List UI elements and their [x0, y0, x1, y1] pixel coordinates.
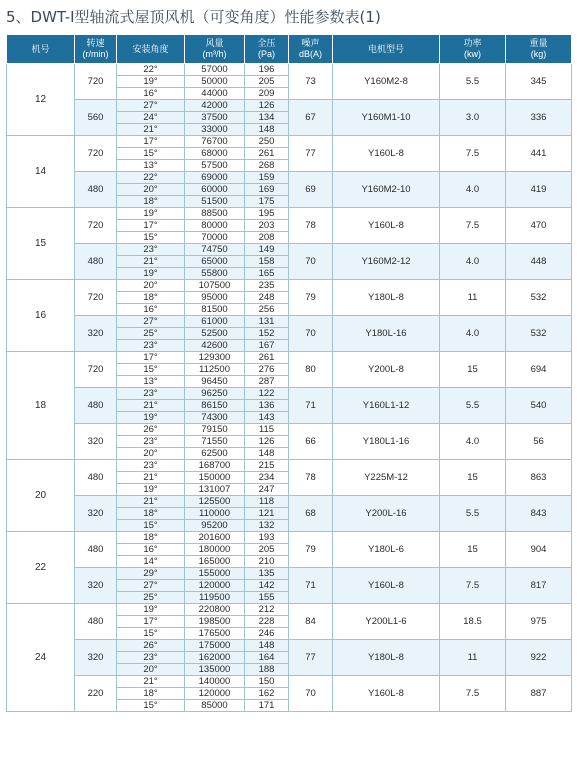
header-motor: 电机型号: [333, 35, 440, 64]
performance-table: [6, 34, 572, 712]
pressure-cell: 165: [245, 268, 289, 280]
header-power: 功率 (kw): [440, 35, 506, 64]
weight-cell: 532: [506, 280, 572, 316]
angle-cell: 19°: [117, 484, 185, 496]
weight-cell: 441: [506, 136, 572, 172]
performance-table-container: [6, 34, 572, 712]
noise-cell: 70: [289, 244, 333, 280]
airflow-cell: 80000: [185, 220, 245, 232]
machine-number-cell: 16: [7, 280, 75, 352]
pressure-cell: 261: [245, 148, 289, 160]
speed-cell: 480: [75, 460, 117, 496]
pressure-cell: 235: [245, 280, 289, 292]
pressure-cell: 261: [245, 352, 289, 364]
pressure-cell: 188: [245, 664, 289, 676]
pressure-cell: 148: [245, 640, 289, 652]
power-cell: 15: [440, 460, 506, 496]
airflow-cell: 176500: [185, 628, 245, 640]
airflow-cell: 50000: [185, 76, 245, 88]
power-cell: 11: [440, 280, 506, 316]
header-pressure: 全压 (Pa): [245, 35, 289, 64]
weight-cell: 540: [506, 388, 572, 424]
pressure-cell: 162: [245, 688, 289, 700]
pressure-cell: 276: [245, 364, 289, 376]
motor-model-cell: Y160L-8: [333, 136, 440, 172]
motor-model-cell: Y160L-8: [333, 568, 440, 604]
speed-cell: 480: [75, 244, 117, 280]
pressure-cell: 142: [245, 580, 289, 592]
airflow-cell: 107500: [185, 280, 245, 292]
speed-cell: 320: [75, 568, 117, 604]
airflow-cell: 57500: [185, 160, 245, 172]
airflow-cell: 198500: [185, 616, 245, 628]
motor-model-cell: Y160M1-10: [333, 100, 440, 136]
weight-cell: 336: [506, 100, 572, 136]
pressure-cell: 210: [245, 556, 289, 568]
noise-cell: 84: [289, 604, 333, 640]
pressure-cell: 148: [245, 124, 289, 136]
power-cell: 4.0: [440, 244, 506, 280]
table-row: [7, 640, 572, 652]
airflow-cell: 70000: [185, 232, 245, 244]
motor-model-cell: Y160L-8: [333, 208, 440, 244]
airflow-cell: 120000: [185, 688, 245, 700]
airflow-cell: 68000: [185, 148, 245, 160]
angle-cell: 26°: [117, 640, 185, 652]
noise-cell: 78: [289, 208, 333, 244]
speed-cell: 480: [75, 172, 117, 208]
pressure-cell: 148: [245, 448, 289, 460]
airflow-cell: 42000: [185, 100, 245, 112]
airflow-cell: 51500: [185, 196, 245, 208]
pressure-cell: 164: [245, 652, 289, 664]
speed-cell: 320: [75, 316, 117, 352]
speed-cell: 720: [75, 280, 117, 316]
pressure-cell: 158: [245, 256, 289, 268]
airflow-cell: 55800: [185, 268, 245, 280]
pressure-cell: 196: [245, 64, 289, 76]
angle-cell: 19°: [117, 76, 185, 88]
airflow-cell: 175000: [185, 640, 245, 652]
airflow-cell: 62500: [185, 448, 245, 460]
airflow-cell: 71550: [185, 436, 245, 448]
airflow-cell: 69000: [185, 172, 245, 184]
motor-model-cell: Y160L1-12: [333, 388, 440, 424]
pressure-cell: 205: [245, 76, 289, 88]
header-machine: 机号: [7, 35, 75, 64]
angle-cell: 27°: [117, 580, 185, 592]
pressure-cell: 195: [245, 208, 289, 220]
weight-cell: 532: [506, 316, 572, 352]
power-cell: 11: [440, 640, 506, 676]
pressure-cell: 287: [245, 376, 289, 388]
machine-number-cell: 20: [7, 460, 75, 532]
header-noise: 噪声 dB(A): [289, 35, 333, 64]
airflow-cell: 96450: [185, 376, 245, 388]
weight-cell: 448: [506, 244, 572, 280]
angle-cell: 20°: [117, 664, 185, 676]
header-weight: 重量 (kg): [506, 35, 572, 64]
airflow-cell: 60000: [185, 184, 245, 196]
weight-cell: 817: [506, 568, 572, 604]
angle-cell: 18°: [117, 688, 185, 700]
weight-cell: 843: [506, 496, 572, 532]
airflow-cell: 79150: [185, 424, 245, 436]
angle-cell: 23°: [117, 652, 185, 664]
airflow-cell: 155000: [185, 568, 245, 580]
noise-cell: 73: [289, 64, 333, 100]
page-title: 5、DWT-I型轴流式屋顶风机（可变角度）性能参数表(1): [6, 8, 381, 26]
weight-cell: 345: [506, 64, 572, 100]
machine-number-cell: 18: [7, 352, 75, 460]
angle-cell: 18°: [117, 196, 185, 208]
angle-cell: 14°: [117, 556, 185, 568]
header-angle: 安装角度: [117, 35, 185, 64]
angle-cell: 15°: [117, 700, 185, 712]
speed-cell: 480: [75, 388, 117, 424]
pressure-cell: 134: [245, 112, 289, 124]
power-cell: 4.0: [440, 424, 506, 460]
airflow-cell: 65000: [185, 256, 245, 268]
machine-number-cell: 24: [7, 604, 75, 712]
table-row: [7, 568, 572, 580]
angle-cell: 20°: [117, 184, 185, 196]
airflow-cell: 120000: [185, 580, 245, 592]
pressure-cell: 228: [245, 616, 289, 628]
noise-cell: 71: [289, 388, 333, 424]
speed-cell: 480: [75, 604, 117, 640]
speed-cell: 720: [75, 208, 117, 244]
power-cell: 3.0: [440, 100, 506, 136]
airflow-cell: 42600: [185, 340, 245, 352]
pressure-cell: 143: [245, 412, 289, 424]
speed-cell: 220: [75, 676, 117, 712]
weight-cell: 904: [506, 532, 572, 568]
airflow-cell: 95200: [185, 520, 245, 532]
airflow-cell: 201600: [185, 532, 245, 544]
angle-cell: 27°: [117, 100, 185, 112]
pressure-cell: 205: [245, 544, 289, 556]
noise-cell: 79: [289, 280, 333, 316]
power-cell: 4.0: [440, 316, 506, 352]
angle-cell: 19°: [117, 268, 185, 280]
angle-cell: 15°: [117, 232, 185, 244]
pressure-cell: 132: [245, 520, 289, 532]
pressure-cell: 234: [245, 472, 289, 484]
noise-cell: 77: [289, 136, 333, 172]
pressure-cell: 175: [245, 196, 289, 208]
angle-cell: 19°: [117, 208, 185, 220]
power-cell: 7.5: [440, 568, 506, 604]
angle-cell: 18°: [117, 532, 185, 544]
pressure-cell: 126: [245, 436, 289, 448]
angle-cell: 27°: [117, 316, 185, 328]
pressure-cell: 135: [245, 568, 289, 580]
airflow-cell: 150000: [185, 472, 245, 484]
table-row: [7, 136, 572, 148]
noise-cell: 68: [289, 496, 333, 532]
motor-model-cell: Y180L-8: [333, 280, 440, 316]
airflow-cell: 61000: [185, 316, 245, 328]
noise-cell: 69: [289, 172, 333, 208]
table-row: [7, 388, 572, 400]
weight-cell: 470: [506, 208, 572, 244]
motor-model-cell: Y160L-8: [333, 676, 440, 712]
speed-cell: 320: [75, 496, 117, 532]
pressure-cell: 248: [245, 292, 289, 304]
airflow-cell: 125500: [185, 496, 245, 508]
noise-cell: 78: [289, 460, 333, 496]
airflow-cell: 96250: [185, 388, 245, 400]
pressure-cell: 122: [245, 388, 289, 400]
angle-cell: 17°: [117, 616, 185, 628]
motor-model-cell: Y200L-8: [333, 352, 440, 388]
angle-cell: 15°: [117, 628, 185, 640]
airflow-cell: 95000: [185, 292, 245, 304]
angle-cell: 18°: [117, 292, 185, 304]
pressure-cell: 247: [245, 484, 289, 496]
airflow-cell: 74300: [185, 412, 245, 424]
noise-cell: 70: [289, 676, 333, 712]
angle-cell: 21°: [117, 496, 185, 508]
weight-cell: 56: [506, 424, 572, 460]
angle-cell: 15°: [117, 364, 185, 376]
power-cell: 7.5: [440, 136, 506, 172]
pressure-cell: 136: [245, 400, 289, 412]
angle-cell: 15°: [117, 148, 185, 160]
table-row: [7, 280, 572, 292]
pressure-cell: 121: [245, 508, 289, 520]
airflow-cell: 37500: [185, 112, 245, 124]
airflow-cell: 135000: [185, 664, 245, 676]
angle-cell: 19°: [117, 412, 185, 424]
airflow-cell: 165000: [185, 556, 245, 568]
weight-cell: 975: [506, 604, 572, 640]
angle-cell: 22°: [117, 64, 185, 76]
angle-cell: 19°: [117, 604, 185, 616]
airflow-cell: 57000: [185, 64, 245, 76]
angle-cell: 25°: [117, 328, 185, 340]
angle-cell: 21°: [117, 400, 185, 412]
angle-cell: 23°: [117, 460, 185, 472]
angle-cell: 23°: [117, 436, 185, 448]
pressure-cell: 115: [245, 424, 289, 436]
angle-cell: 18°: [117, 508, 185, 520]
pressure-cell: 209: [245, 88, 289, 100]
angle-cell: 16°: [117, 304, 185, 316]
speed-cell: 320: [75, 640, 117, 676]
motor-model-cell: Y225M-12: [333, 460, 440, 496]
pressure-cell: 193: [245, 532, 289, 544]
angle-cell: 16°: [117, 544, 185, 556]
airflow-cell: 140000: [185, 676, 245, 688]
pressure-cell: 212: [245, 604, 289, 616]
airflow-cell: 220800: [185, 604, 245, 616]
machine-number-cell: 14: [7, 136, 75, 208]
power-cell: 5.5: [440, 388, 506, 424]
angle-cell: 21°: [117, 472, 185, 484]
airflow-cell: 52500: [185, 328, 245, 340]
speed-cell: 320: [75, 424, 117, 460]
angle-cell: 15°: [117, 520, 185, 532]
pressure-cell: 256: [245, 304, 289, 316]
airflow-cell: 85000: [185, 700, 245, 712]
speed-cell: 560: [75, 100, 117, 136]
table-body: [7, 64, 572, 712]
power-cell: 5.5: [440, 64, 506, 100]
pressure-cell: 268: [245, 160, 289, 172]
angle-cell: 21°: [117, 256, 185, 268]
speed-cell: 720: [75, 352, 117, 388]
table-header-row: [7, 35, 572, 64]
angle-cell: 24°: [117, 112, 185, 124]
power-cell: 7.5: [440, 676, 506, 712]
motor-model-cell: Y160M2-10: [333, 172, 440, 208]
pressure-cell: 246: [245, 628, 289, 640]
pressure-cell: 250: [245, 136, 289, 148]
power-cell: 15: [440, 352, 506, 388]
speed-cell: 720: [75, 136, 117, 172]
angle-cell: 13°: [117, 160, 185, 172]
airflow-cell: 180000: [185, 544, 245, 556]
angle-cell: 13°: [117, 376, 185, 388]
noise-cell: 71: [289, 568, 333, 604]
motor-model-cell: Y180L-6: [333, 532, 440, 568]
angle-cell: 17°: [117, 220, 185, 232]
angle-cell: 23°: [117, 388, 185, 400]
table-row: [7, 676, 572, 688]
motor-model-cell: Y180L1-16: [333, 424, 440, 460]
motor-model-cell: Y200L-16: [333, 496, 440, 532]
airflow-cell: 162000: [185, 652, 245, 664]
angle-cell: 23°: [117, 340, 185, 352]
pressure-cell: 215: [245, 460, 289, 472]
airflow-cell: 86150: [185, 400, 245, 412]
table-row: [7, 208, 572, 220]
speed-cell: 720: [75, 64, 117, 100]
airflow-cell: 76700: [185, 136, 245, 148]
angle-cell: 22°: [117, 172, 185, 184]
angle-cell: 20°: [117, 448, 185, 460]
machine-number-cell: 22: [7, 532, 75, 604]
angle-cell: 21°: [117, 676, 185, 688]
power-cell: 4.0: [440, 172, 506, 208]
angle-cell: 17°: [117, 136, 185, 148]
power-cell: 15: [440, 532, 506, 568]
airflow-cell: 44000: [185, 88, 245, 100]
pressure-cell: 208: [245, 232, 289, 244]
pressure-cell: 131: [245, 316, 289, 328]
airflow-cell: 81500: [185, 304, 245, 316]
weight-cell: 863: [506, 460, 572, 496]
motor-model-cell: Y180L-16: [333, 316, 440, 352]
table-row: [7, 244, 572, 256]
angle-cell: 21°: [117, 124, 185, 136]
airflow-cell: 168700: [185, 460, 245, 472]
angle-cell: 23°: [117, 244, 185, 256]
power-cell: 7.5: [440, 208, 506, 244]
table-row: [7, 100, 572, 112]
pressure-cell: 159: [245, 172, 289, 184]
airflow-cell: 112500: [185, 364, 245, 376]
angle-cell: 26°: [117, 424, 185, 436]
airflow-cell: 74750: [185, 244, 245, 256]
motor-model-cell: Y160M2-8: [333, 64, 440, 100]
table-row: [7, 460, 572, 472]
weight-cell: 694: [506, 352, 572, 388]
power-cell: 5.5: [440, 496, 506, 532]
table-row: [7, 604, 572, 616]
airflow-cell: 131007: [185, 484, 245, 496]
angle-cell: 16°: [117, 88, 185, 100]
airflow-cell: 110000: [185, 508, 245, 520]
noise-cell: 80: [289, 352, 333, 388]
motor-model-cell: Y200L1-6: [333, 604, 440, 640]
airflow-cell: 119500: [185, 592, 245, 604]
noise-cell: 70: [289, 316, 333, 352]
noise-cell: 77: [289, 640, 333, 676]
machine-number-cell: 12: [7, 64, 75, 136]
weight-cell: 887: [506, 676, 572, 712]
table-row: [7, 424, 572, 436]
table-row: [7, 352, 572, 364]
airflow-cell: 88500: [185, 208, 245, 220]
angle-cell: 17°: [117, 352, 185, 364]
pressure-cell: 155: [245, 592, 289, 604]
angle-cell: 20°: [117, 280, 185, 292]
angle-cell: 29°: [117, 568, 185, 580]
noise-cell: 79: [289, 532, 333, 568]
noise-cell: 67: [289, 100, 333, 136]
pressure-cell: 126: [245, 100, 289, 112]
motor-model-cell: Y180L-8: [333, 640, 440, 676]
table-row: [7, 496, 572, 508]
pressure-cell: 169: [245, 184, 289, 196]
angle-cell: 25°: [117, 592, 185, 604]
table-row: [7, 532, 572, 544]
pressure-cell: 152: [245, 328, 289, 340]
weight-cell: 419: [506, 172, 572, 208]
machine-number-cell: 15: [7, 208, 75, 280]
pressure-cell: 118: [245, 496, 289, 508]
noise-cell: 66: [289, 424, 333, 460]
speed-cell: 480: [75, 532, 117, 568]
pressure-cell: 150: [245, 676, 289, 688]
pressure-cell: 167: [245, 340, 289, 352]
pressure-cell: 203: [245, 220, 289, 232]
table-row: [7, 172, 572, 184]
header-airflow: 风量 (m³/h): [185, 35, 245, 64]
header-speed: 转速 (r/min): [75, 35, 117, 64]
pressure-cell: 171: [245, 700, 289, 712]
weight-cell: 922: [506, 640, 572, 676]
airflow-cell: 33000: [185, 124, 245, 136]
table-row: [7, 64, 572, 76]
pressure-cell: 149: [245, 244, 289, 256]
motor-model-cell: Y160M2-12: [333, 244, 440, 280]
power-cell: 18.5: [440, 604, 506, 640]
airflow-cell: 129300: [185, 352, 245, 364]
table-row: [7, 316, 572, 328]
